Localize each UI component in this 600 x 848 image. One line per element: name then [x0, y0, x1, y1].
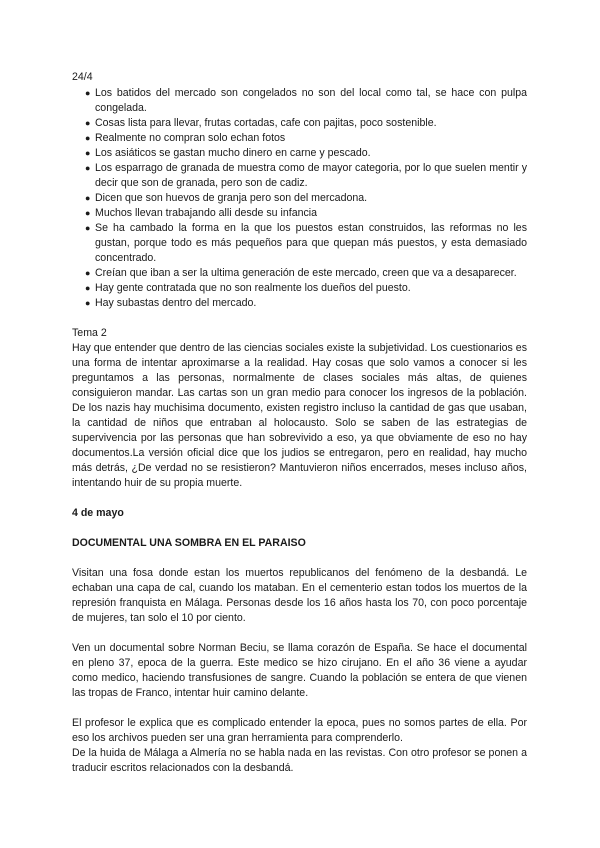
- list-item: ● Hay gente contratada que no son realmente los dueños del puesto.: [85, 282, 411, 294]
- document-page: [72, 70, 527, 776]
- list-item: ● Realmente no compran solo echan fotos: [85, 132, 286, 144]
- notes-list: [72, 86, 527, 311]
- list-item: ● Los batidos del mercado son congelados no son del local como tal, se hace con pulpa congelada.: [85, 87, 527, 114]
- bullet-icon: ●: [85, 208, 91, 218]
- spacer: [72, 551, 527, 566]
- list-item: ● Dicen que son huevos de granja pero son del mercadona.: [85, 192, 368, 204]
- tema-title: Tema 2: [72, 327, 107, 339]
- body-paragraph: Ven un documental sobre Norman Beciu, se llama corazón de España. Se hace el documental en pleno 37, epoca de la guerra. Este medico se hizo cirujano. En el año 36 viene a ayudar como medico, haciendo transfusiones de sangre. Cuando la población se entera de que vienen las tropas de Franco, intentar huir camino delante.: [72, 642, 527, 699]
- spacer: [72, 521, 527, 536]
- spacer: [72, 626, 527, 641]
- list-item: ● Cosas lista para llevar, frutas cortadas, cafe con pajitas, poco sostenible.: [85, 117, 437, 129]
- bullet-icon: ●: [85, 283, 91, 293]
- bullet-icon: ●: [85, 133, 91, 143]
- spacer: [72, 311, 527, 326]
- list-item: ● Los asiáticos se gastan mucho dinero en carne y pescado.: [85, 147, 371, 159]
- body-paragraph: De la huida de Málaga a Almería no se habla nada en las revistas. Con otro profesor se ponen a traducir escritos relacionados con la desbandá.: [72, 747, 527, 774]
- bullet-icon: ●: [85, 118, 91, 128]
- list-item: ● Creían que iban a ser la ultima generación de este mercado, creen que va a desaparecer.: [85, 267, 517, 279]
- bullet-icon: ●: [85, 298, 91, 308]
- body-paragraph: El profesor le explica que es complicado entender la epoca, pues no somos partes de ella. Por eso los archivos pueden ser una gran herramienta para comprenderlo.: [72, 717, 527, 744]
- section-heading: DOCUMENTAL UNA SOMBRA EN EL PARAISO: [72, 537, 306, 549]
- bullet-icon: ●: [85, 223, 91, 233]
- body-paragraph: Visitan una fosa donde estan los muertos republicanos del fenómeno de la desbandá. Le echaban una capa de cal, cuando los mataban. En el cementerio estan todos los muertos de la represión franquista en Málaga. Personas desde los 16 años hasta los 70, con poco porcentaje de mujeres, tan solo el 10 por ciento.: [72, 567, 527, 624]
- list-item: ● Muchos llevan trabajando alli desde su infancia: [85, 207, 318, 219]
- bullet-icon: ●: [85, 163, 91, 173]
- spacer: [72, 701, 527, 716]
- list-item: ● Los esparrago de granada de muestra como de mayor categoria, por lo que suelen mentir y decir que son de granada, pero son de cadiz.: [85, 162, 527, 189]
- bullet-icon: ●: [85, 268, 91, 278]
- section-date: 4 de mayo: [72, 507, 124, 519]
- tema-paragraph: Hay que entender que dentro de las ciencias sociales existe la subjetividad. Los cuestionarios es una forma de intentar aproximarse a la realidad. Hay cosas que solo vamos a conocer si les preguntamos a las personas, normalmente de clases sociales más altas, de quienes consiguieron mandar. Las cartas son un gran medio para conocer los ingresos de la población. De los nazis hay muchisima documento, existen registro incluso la cantidad de gas que usaban, la cantidad de niños que entraban al holocausto. Solo se saben de las estrategias de supervivencia por las personas que han sobrevivido a eso, ya que obviamente de eso no hay documentos.La versión oficial dice que los judios se entregaron, pero en realidad, hay mucho más detrás, ¿De verdad no se resistieron? Mantuvieron niños encerrados, meses incluso años, intentando huir de su propia muerte.: [72, 342, 527, 489]
- bullet-icon: ●: [85, 88, 91, 98]
- notes-date: 24/4: [72, 71, 93, 83]
- spacer: [72, 491, 527, 506]
- list-item: ● Hay subastas dentro del mercado.: [85, 297, 257, 309]
- list-item: ● Se ha cambado la forma en la que los puestos estan construidos, las reformas no les gustan, porque todo es más pequeños para que quepan más puestos, y esta demasiado concentrado.: [85, 222, 527, 264]
- bullet-icon: ●: [85, 193, 91, 203]
- bullet-icon: ●: [85, 148, 91, 158]
